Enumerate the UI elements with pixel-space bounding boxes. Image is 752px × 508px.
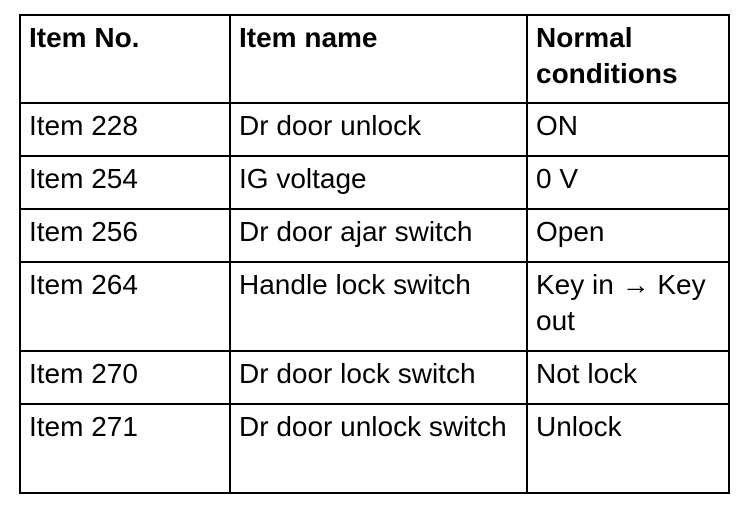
cell-item-no: Item 228 (20, 103, 230, 156)
cell-item-no: Item 271 (20, 404, 230, 493)
normal-conditions-table (19, 14, 730, 494)
cell-item-no: Item 264 (20, 262, 230, 351)
cell-item-no: Item 270 (20, 351, 230, 404)
table-row (20, 103, 729, 156)
cell-item-name: Dr door lock switch (230, 351, 527, 404)
header-normal-conditions: Normal conditions (527, 15, 729, 103)
table-row (20, 351, 729, 404)
cell-normal-condition: 0 V (527, 156, 729, 209)
cell-normal-condition: ON (527, 103, 729, 156)
cell-item-name: Dr door unlock switch (230, 404, 527, 493)
table-row (20, 404, 729, 493)
cell-item-name: Handle lock switch (230, 262, 527, 351)
cell-normal-condition: Key in → Key out (527, 262, 729, 351)
header-item-no: Item No. (20, 15, 230, 103)
cell-item-name: Dr door unlock (230, 103, 527, 156)
cell-normal-condition: Not lock (527, 351, 729, 404)
header-item-name: Item name (230, 15, 527, 103)
cell-item-no: Item 256 (20, 209, 230, 262)
table-row (20, 262, 729, 351)
cell-item-name: IG voltage (230, 156, 527, 209)
cell-item-no: Item 254 (20, 156, 230, 209)
cell-normal-condition: Open (527, 209, 729, 262)
table-header-row (20, 15, 729, 103)
table-row (20, 209, 729, 262)
cell-normal-condition: Unlock (527, 404, 729, 493)
cell-item-name: Dr door ajar switch (230, 209, 527, 262)
table-row (20, 156, 729, 209)
